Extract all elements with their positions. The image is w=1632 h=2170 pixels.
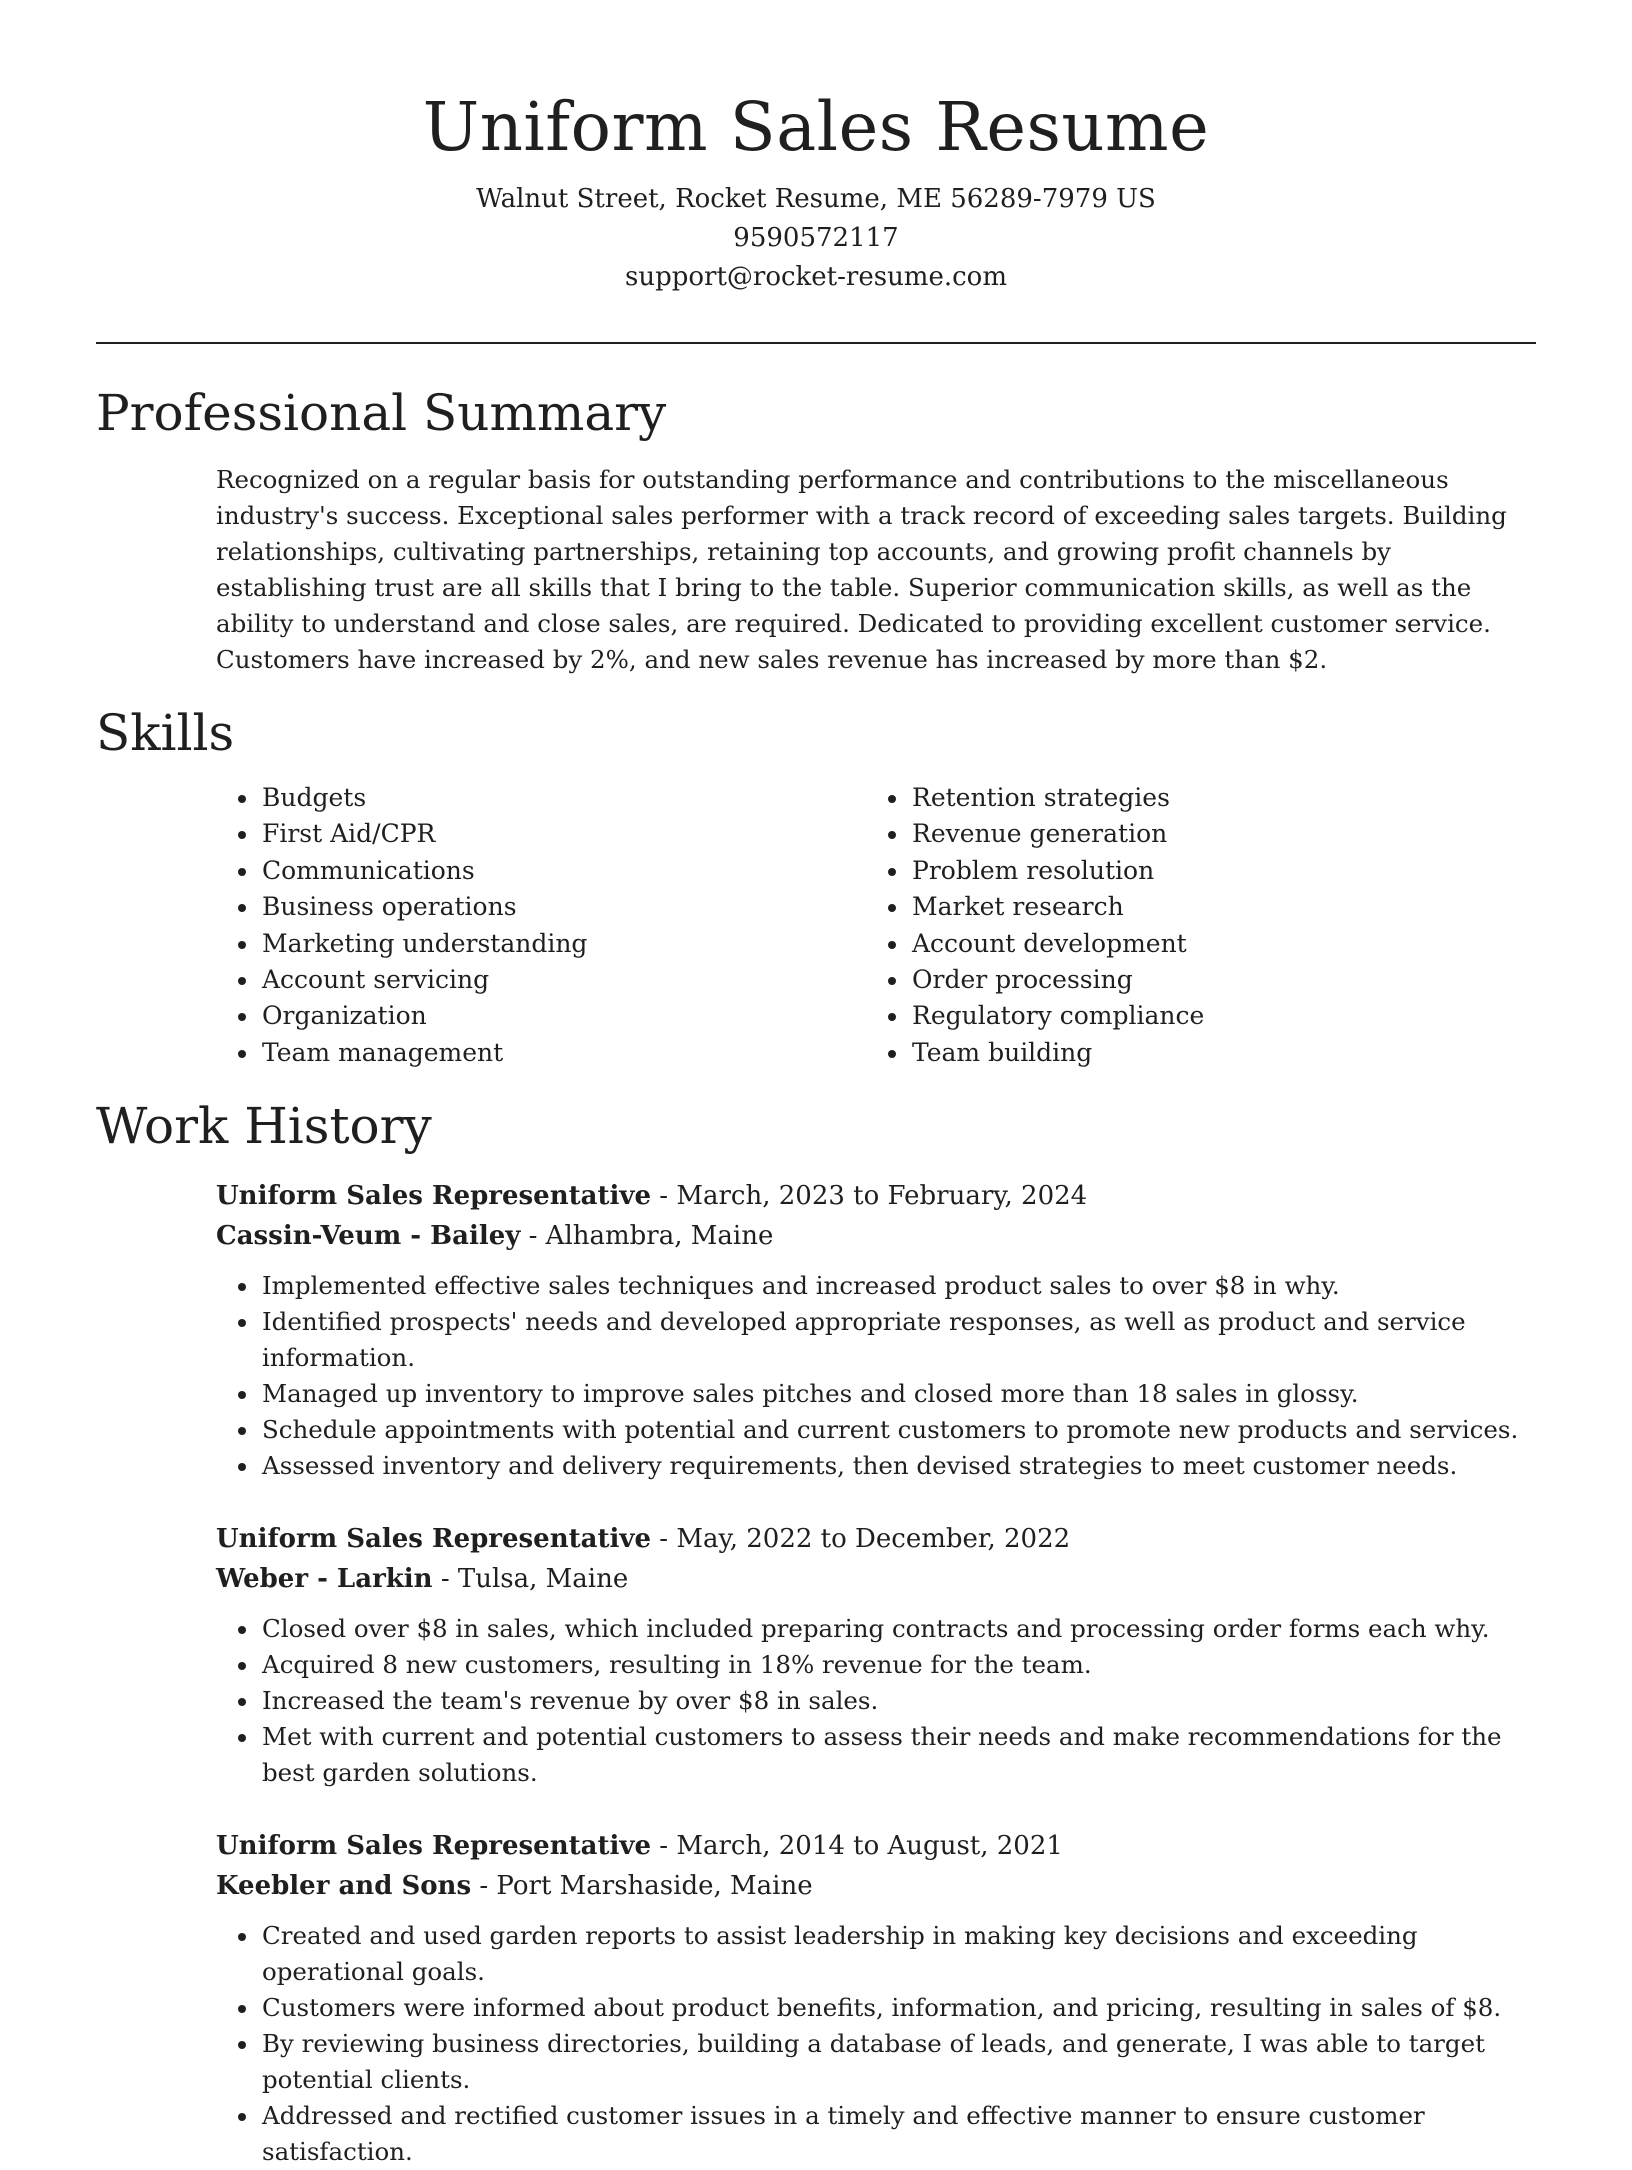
header-divider <box>96 342 1536 344</box>
skill-item: • Order processing <box>910 962 1530 998</box>
skill-item: • Business operations <box>260 889 880 925</box>
job-dates: - May, 2022 to December, 2022 <box>659 1524 1071 1554</box>
contact-email: support@rocket-resume.com <box>624 262 1007 292</box>
contact-phone: 9590572117 <box>733 223 899 253</box>
job-bullet: • Assessed inventory and delivery requirements, then devised strategies to meet customer needs. <box>260 1448 1538 1484</box>
job-bullet: • Customers were informed about product benefits, information, and pricing, resulting in sales of $8. <box>260 1990 1538 2026</box>
job-title: Uniform Sales Representative <box>216 1831 652 1861</box>
skill-item: • Regulatory compliance <box>910 998 1530 1034</box>
job-location: - Alhambra, Maine <box>528 1221 774 1251</box>
skills-list-left <box>216 780 880 1071</box>
job-entry <box>216 1176 1538 1484</box>
job-dates: - March, 2023 to February, 2024 <box>659 1181 1088 1211</box>
job-bullet: • Identified prospects' needs and developed appropriate responses, as well as product and service information. <box>260 1304 1538 1376</box>
contact-address: Walnut Street, Rocket Resume, ME 56289-7979 US <box>476 184 1156 214</box>
skill-item: • Budgets <box>260 780 880 816</box>
skill-item: • First Aid/CPR <box>260 816 880 852</box>
job-title: Uniform Sales Representative <box>216 1524 652 1554</box>
job-bullet: • Schedule appointments with potential and current customers to promote new products and services. <box>260 1412 1538 1448</box>
skill-item: • Account servicing <box>260 962 880 998</box>
work-section <box>96 1093 1536 1159</box>
skill-item: • Organization <box>260 998 880 1034</box>
summary-text: Recognized on a regular basis for outstanding performance and contributions to the miscellaneous industry's success. Exceptional sales performer with a track record of exceeding sales targets. Building relationships, cultivating partnerships, retaining top accounts, and growing profit channels by establishing trust are all skills that I bring to the table. Superior communication skills, as well as the ability to understand and close sales, are required. Dedicated to providing excellent customer service. Customers have increased by 2%, and new sales revenue has increased by more than $2. <box>216 465 1507 674</box>
job-company: Keebler and Sons <box>216 1871 472 1901</box>
job-bullet: • Created and used garden reports to assist leadership in making key decisions and exceeding operational goals. <box>260 1918 1538 1990</box>
resume-name: Uniform Sales Resume <box>422 88 1210 166</box>
job-bullet: • By reviewing business directories, building a database of leads, and generate, I was able to target potential clients. <box>260 2026 1538 2098</box>
job-company: Weber - Larkin <box>216 1564 433 1594</box>
job-bullet: • Implemented effective sales techniques and increased product sales to over $8 in why. <box>260 1268 1538 1304</box>
job-dates: - March, 2014 to August, 2021 <box>659 1831 1063 1861</box>
job-title-line <box>216 1176 1538 1216</box>
skills-list-right <box>866 780 1530 1071</box>
summary-section <box>96 380 1536 446</box>
job-company-line <box>216 1866 1538 1906</box>
job-entry <box>216 1519 1538 1791</box>
skills-title: Skills <box>96 704 235 762</box>
skill-item: • Revenue generation <box>910 816 1530 852</box>
job-entry <box>216 1826 1538 2170</box>
job-bullet: • Acquired 8 new customers, resulting in 18% revenue for the team. <box>260 1647 1538 1683</box>
job-bullets <box>216 1268 1538 1484</box>
job-company-line <box>216 1216 1538 1256</box>
job-location: - Port Marshaside, Maine <box>479 1871 813 1901</box>
job-company-line <box>216 1559 1538 1599</box>
skill-item: • Problem resolution <box>910 853 1530 889</box>
job-title: Uniform Sales Representative <box>216 1181 652 1211</box>
job-bullet: • Managed up inventory to improve sales pitches and closed more than 18 sales in glossy. <box>260 1376 1538 1412</box>
job-bullets <box>216 1918 1538 2170</box>
job-title-line <box>216 1519 1538 1559</box>
job-title-line <box>216 1826 1538 1866</box>
work-title: Work History <box>96 1097 432 1155</box>
skill-item: • Team building <box>910 1035 1530 1071</box>
summary-title: Professional Summary <box>96 384 667 442</box>
skill-item: • Market research <box>910 889 1530 925</box>
skills-section <box>96 700 1536 766</box>
job-bullet: • Addressed and rectified customer issues in a timely and effective manner to ensure customer satisfaction. <box>260 2098 1538 2170</box>
skill-item: • Communications <box>260 853 880 889</box>
resume-header <box>0 82 1632 297</box>
skill-item: • Marketing understanding <box>260 926 880 962</box>
job-bullets <box>216 1611 1538 1791</box>
skill-item: • Retention strategies <box>910 780 1530 816</box>
skill-item: • Account development <box>910 926 1530 962</box>
job-bullet: • Met with current and potential customers to assess their needs and make recommendations for the best garden solutions. <box>260 1719 1538 1791</box>
job-bullet: • Increased the team's revenue by over $8 in sales. <box>260 1683 1538 1719</box>
job-bullet: • Closed over $8 in sales, which included preparing contracts and processing order forms each why. <box>260 1611 1538 1647</box>
job-location: - Tulsa, Maine <box>440 1564 629 1594</box>
skill-item: • Team management <box>260 1035 880 1071</box>
job-company: Cassin-Veum - Bailey <box>216 1221 521 1251</box>
